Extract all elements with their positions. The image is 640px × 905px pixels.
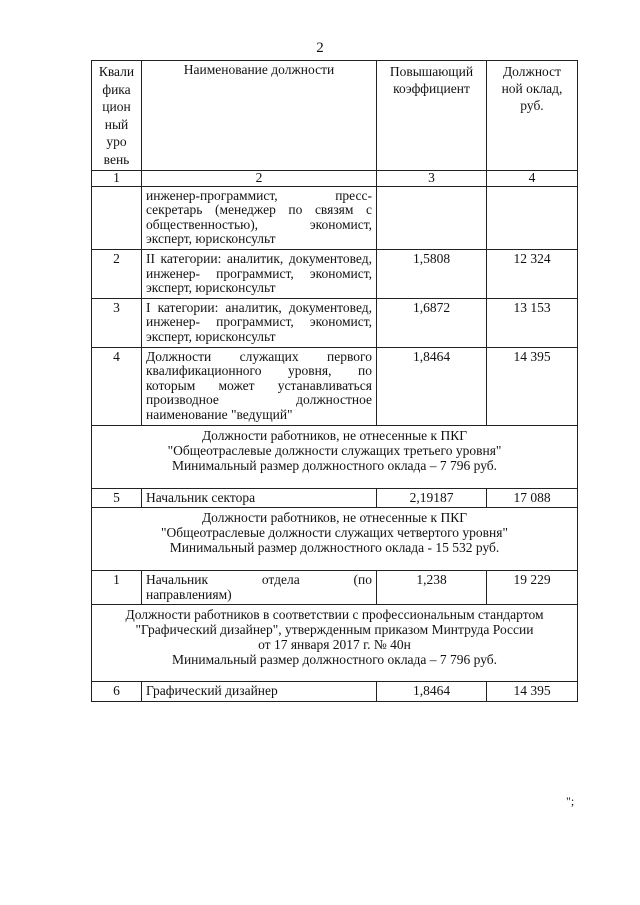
header-row: [92, 61, 578, 171]
name-line: программист, экономист,: [216, 314, 372, 330]
name-line: которым может устанавливаться: [146, 377, 372, 393]
level-cell: 2: [92, 249, 142, 298]
header-line: уро: [106, 134, 127, 149]
level-cell: 3: [92, 298, 142, 347]
name-line: направлениям): [146, 586, 232, 602]
section-line: Минимальный размер должностного оклада – 7 796 руб.: [171, 652, 498, 668]
column-number-row: [92, 171, 578, 187]
name-line: инженер-программист, пресс-: [146, 187, 372, 203]
section-line: "Графический дизайнер", утвержденным приказом Минтруда России: [135, 622, 534, 638]
table-row: [92, 347, 578, 425]
name-line: секретарь (менеджер по связям с: [146, 202, 372, 218]
position-name-cell: [142, 571, 377, 605]
table-row: [92, 249, 578, 298]
section-line: Должности работников в соответствии с профессиональным стандартом: [125, 607, 544, 623]
level-cell: 1: [92, 571, 142, 605]
position-name-cell: [142, 249, 377, 298]
section-header-fourth-level: [92, 508, 578, 571]
header-line: фика: [102, 81, 131, 97]
level-cell: 5: [92, 488, 142, 508]
name-line: документовед, инженер-: [146, 299, 373, 330]
header-line: ной оклад,: [501, 81, 563, 96]
header-line: цион: [102, 99, 131, 114]
position-name-cell: [142, 347, 377, 425]
table-row: [92, 298, 578, 347]
name-line: производное должностное: [146, 392, 372, 408]
coefficient-cell: 1,5808: [377, 249, 487, 298]
table-row: [92, 186, 578, 249]
salary-cell: 14 395: [487, 682, 578, 702]
header-line: ный: [104, 116, 129, 132]
position-name-cell: Графический дизайнер: [142, 682, 377, 702]
coefficient-cell: 1,238: [377, 571, 487, 605]
table-row: [92, 488, 578, 508]
salary-cell: 19 229: [487, 571, 578, 605]
column-number: 3: [377, 171, 487, 187]
table-row: [92, 682, 578, 702]
section-header-row: [92, 508, 578, 571]
salary-cell: 17 088: [487, 488, 578, 508]
position-name-cell: [142, 298, 377, 347]
name-line: эксперт, юрисконсульт: [146, 280, 276, 296]
header-line: вень: [103, 151, 130, 167]
coefficient-cell: 1,8464: [377, 682, 487, 702]
header-coefficient: [377, 61, 487, 171]
section-line: Должности работников, не отнесенные к ПКГ: [201, 510, 468, 526]
name-line: документовед, инженер-: [146, 250, 372, 281]
name-line: эксперт, юрисконсульт: [146, 231, 276, 247]
level-cell: [92, 186, 142, 249]
position-name-cell: Начальник сектора: [142, 488, 377, 508]
section-header-row: [92, 425, 578, 488]
name-line: эксперт, юрисконсульт: [146, 328, 276, 344]
header-salary: [487, 61, 578, 171]
name-line: наименование "ведущий": [146, 406, 293, 422]
column-number: 1: [92, 171, 142, 187]
name-line: I категории: аналитик,: [146, 299, 282, 315]
header-line: руб.: [520, 98, 544, 113]
section-line: Минимальный размер должностного оклада – 7 796 руб.: [171, 457, 498, 473]
section-header-graphic-designer: [92, 605, 578, 682]
column-number: 4: [487, 171, 578, 187]
column-number: 2: [142, 171, 377, 187]
salary-cell: 13 153: [487, 298, 578, 347]
salary-cell: 14 395: [487, 347, 578, 425]
header-position-name: Наименование должности: [142, 61, 377, 171]
header-line: Должност: [502, 64, 562, 79]
section-header-third-level: [92, 425, 578, 488]
level-cell: 4: [92, 347, 142, 425]
header-line: коэффициент: [393, 81, 470, 96]
coefficient-cell: [377, 186, 487, 249]
section-line: "Общеотраслевые должности служащих третьего уровня": [167, 442, 502, 458]
name-line: II категории: аналитик,: [146, 250, 284, 266]
name-line: общественностью), экономист,: [146, 216, 372, 232]
section-line: "Общеотраслевые должности служащих четвертого уровня": [160, 525, 508, 541]
header-line: Повышающий: [389, 64, 474, 79]
level-cell: 6: [92, 682, 142, 702]
name-line: программист, экономист,: [216, 265, 372, 281]
header-qualification-level: [92, 61, 142, 171]
table-row: [92, 571, 578, 605]
salary-table: [91, 60, 578, 702]
name-line: Должности служащих первого: [146, 348, 372, 364]
section-line: Должности работников, не отнесенные к ПКГ: [201, 427, 468, 443]
section-line: Минимальный размер должностного оклада - 15 532 руб.: [169, 540, 500, 556]
section-header-row: [92, 605, 578, 682]
coefficient-cell: 1,8464: [377, 347, 487, 425]
name-line: Начальник отдела (по: [146, 572, 372, 588]
position-name-cell: [142, 186, 377, 249]
closing-quote-mark: ";: [566, 794, 575, 808]
name-line: квалификационного уровня, по: [146, 363, 372, 379]
salary-cell: [487, 186, 578, 249]
coefficient-cell: 1,6872: [377, 298, 487, 347]
page-number: 2: [316, 40, 324, 56]
section-line: от 17 января 2017 г. № 40н: [258, 637, 411, 653]
coefficient-cell: 2,19187: [377, 488, 487, 508]
header-line: Квали: [98, 64, 135, 79]
salary-cell: 12 324: [487, 249, 578, 298]
